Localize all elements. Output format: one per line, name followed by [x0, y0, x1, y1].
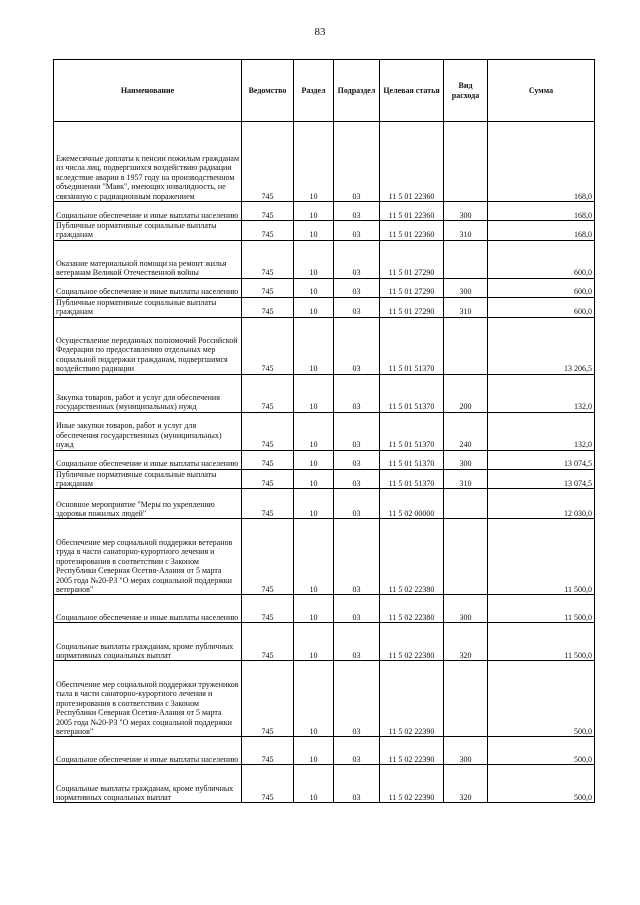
cell-target: 11 5 01 51370 — [380, 412, 444, 450]
cell-target: 11 5 02 22390 — [380, 737, 444, 765]
cell-type: 300 — [444, 202, 488, 221]
header-target: Целевая статья — [380, 60, 444, 122]
cell-subsection: 03 — [334, 765, 380, 803]
header-dept: Ведомство — [242, 60, 294, 122]
cell-name: Социальное обеспечение и иные выплаты населению — [54, 450, 242, 469]
table-row — [54, 595, 595, 623]
cell-section: 10 — [294, 469, 334, 489]
table-row — [54, 450, 595, 469]
cell-dept: 745 — [242, 221, 294, 241]
table-row — [54, 489, 595, 519]
cell-subsection: 03 — [334, 221, 380, 241]
table-row — [54, 122, 595, 202]
cell-target: 11 5 02 22390 — [380, 765, 444, 803]
cell-section: 10 — [294, 765, 334, 803]
table-row — [54, 240, 595, 278]
cell-subsection: 03 — [334, 489, 380, 519]
cell-name: Социальные выплаты гражданам, кроме публичных нормативных социальных выплат — [54, 623, 242, 661]
header-subsection: Подраздел — [334, 60, 380, 122]
cell-target: 11 5 01 22360 — [380, 122, 444, 202]
cell-dept: 745 — [242, 623, 294, 661]
cell-type: 310 — [444, 221, 488, 241]
cell-subsection: 03 — [334, 519, 380, 595]
header-type: Вид расхода — [444, 60, 488, 122]
cell-sum: 13 074,5 — [488, 450, 595, 469]
cell-type — [444, 317, 488, 374]
table-row — [54, 297, 595, 317]
cell-sum: 600,0 — [488, 240, 595, 278]
cell-dept: 745 — [242, 595, 294, 623]
cell-section: 10 — [294, 489, 334, 519]
table-row — [54, 202, 595, 221]
cell-section: 10 — [294, 661, 334, 737]
cell-target: 11 5 02 22380 — [380, 623, 444, 661]
cell-subsection: 03 — [334, 317, 380, 374]
cell-target: 11 5 01 51370 — [380, 317, 444, 374]
cell-target: 11 5 02 00000 — [380, 489, 444, 519]
cell-sum: 500,0 — [488, 661, 595, 737]
cell-target: 11 5 02 22380 — [380, 519, 444, 595]
cell-name: Иные закупки товаров, работ и услуг для обеспечения государственных (муниципальных) нужд — [54, 412, 242, 450]
cell-dept: 745 — [242, 489, 294, 519]
cell-type: 300 — [444, 278, 488, 297]
cell-type — [444, 519, 488, 595]
cell-dept: 745 — [242, 317, 294, 374]
cell-sum: 13 074,5 — [488, 469, 595, 489]
cell-section: 10 — [294, 374, 334, 412]
cell-section: 10 — [294, 412, 334, 450]
table-row — [54, 469, 595, 489]
cell-target: 11 5 01 51370 — [380, 450, 444, 469]
cell-section: 10 — [294, 623, 334, 661]
cell-name: Социальное обеспечение и иные выплаты населению — [54, 737, 242, 765]
cell-subsection: 03 — [334, 469, 380, 489]
cell-type: 300 — [444, 737, 488, 765]
cell-subsection: 03 — [334, 297, 380, 317]
cell-name: Ежемесячные доплаты к пенсии пожилым гражданам из числа лиц, подвергшихся воздействию радиации вследствие аварии в 1957 году на производственном объединении "Маяк", имеющих инвалидность, не связанную с радиационным поражением — [54, 122, 242, 202]
cell-name: Социальное обеспечение и иные выплаты населению — [54, 595, 242, 623]
cell-section: 10 — [294, 519, 334, 595]
cell-dept: 745 — [242, 202, 294, 221]
cell-type: 320 — [444, 623, 488, 661]
cell-subsection: 03 — [334, 450, 380, 469]
cell-dept: 745 — [242, 450, 294, 469]
cell-type: 310 — [444, 297, 488, 317]
table-row — [54, 412, 595, 450]
cell-sum: 12 030,0 — [488, 489, 595, 519]
cell-target: 11 5 01 22360 — [380, 221, 444, 241]
cell-subsection: 03 — [334, 737, 380, 765]
cell-name: Публичные нормативные социальные выплаты гражданам — [54, 297, 242, 317]
cell-dept: 745 — [242, 122, 294, 202]
cell-name: Обеспечение мер социальной поддержки ветеранов труда в части санаторно-курортного лечения и протезирования в соответствии с Законом Республики Северная Осетия-Алания от 5 марта 2005 года №20-РЗ "О мерах социальной поддержки ветеранов" — [54, 519, 242, 595]
cell-section: 10 — [294, 317, 334, 374]
cell-name: Основное мероприятие "Меры по укреплению здоровья пожилых людей" — [54, 489, 242, 519]
table-row — [54, 623, 595, 661]
cell-type: 300 — [444, 450, 488, 469]
cell-subsection: 03 — [334, 122, 380, 202]
cell-section: 10 — [294, 278, 334, 297]
cell-subsection: 03 — [334, 623, 380, 661]
cell-target: 11 5 01 27290 — [380, 297, 444, 317]
cell-name: Публичные нормативные социальные выплаты гражданам — [54, 221, 242, 241]
cell-dept: 745 — [242, 240, 294, 278]
cell-target: 11 5 02 22390 — [380, 661, 444, 737]
cell-subsection: 03 — [334, 202, 380, 221]
table-header-row — [54, 60, 595, 122]
cell-target: 11 5 01 51370 — [380, 469, 444, 489]
cell-type — [444, 240, 488, 278]
cell-subsection: 03 — [334, 412, 380, 450]
cell-dept: 745 — [242, 661, 294, 737]
table-row — [54, 765, 595, 803]
cell-section: 10 — [294, 737, 334, 765]
cell-sum: 168,0 — [488, 122, 595, 202]
cell-type: 240 — [444, 412, 488, 450]
cell-dept: 745 — [242, 278, 294, 297]
cell-dept: 745 — [242, 412, 294, 450]
cell-section: 10 — [294, 297, 334, 317]
cell-type: 300 — [444, 595, 488, 623]
cell-target: 11 5 01 27290 — [380, 278, 444, 297]
cell-section: 10 — [294, 595, 334, 623]
cell-dept: 745 — [242, 297, 294, 317]
cell-sum: 11 500,0 — [488, 595, 595, 623]
table-row — [54, 519, 595, 595]
cell-subsection: 03 — [334, 661, 380, 737]
table-row — [54, 737, 595, 765]
budget-table — [53, 59, 595, 803]
header-sum: Сумма — [488, 60, 595, 122]
cell-type — [444, 122, 488, 202]
cell-sum: 132,0 — [488, 374, 595, 412]
cell-section: 10 — [294, 450, 334, 469]
cell-sum: 168,0 — [488, 202, 595, 221]
cell-sum: 13 206,5 — [488, 317, 595, 374]
cell-name: Публичные нормативные социальные выплаты гражданам — [54, 469, 242, 489]
table-row — [54, 278, 595, 297]
cell-sum: 600,0 — [488, 297, 595, 317]
cell-type — [444, 489, 488, 519]
cell-section: 10 — [294, 240, 334, 278]
cell-name: Оказание материальной помощи на ремонт жилья ветеранам Великой Отечественной войны — [54, 240, 242, 278]
cell-name: Обеспечение мер социальной поддержки тружеников тыла в части санаторно-курортного лечения и протезирования в соответствии с Законом Республики Северная Осетия-Алания от 5 марта 2005 года №20-РЗ "О мерах социальной поддержки ветеранов" — [54, 661, 242, 737]
cell-type: 310 — [444, 469, 488, 489]
table-row — [54, 221, 595, 241]
cell-target: 11 5 01 51370 — [380, 374, 444, 412]
cell-target: 11 5 02 22380 — [380, 595, 444, 623]
header-name: Наименование — [54, 60, 242, 122]
cell-sum: 600,0 — [488, 278, 595, 297]
header-section: Раздел — [294, 60, 334, 122]
page-number: 83 — [314, 26, 326, 38]
cell-target: 11 5 01 22360 — [380, 202, 444, 221]
cell-type: 320 — [444, 765, 488, 803]
cell-name: Социальные выплаты гражданам, кроме публичных нормативных социальных выплат — [54, 765, 242, 803]
cell-dept: 745 — [242, 737, 294, 765]
cell-target: 11 5 01 27290 — [380, 240, 444, 278]
cell-dept: 745 — [242, 469, 294, 489]
cell-name: Осуществление переданных полномочий Российской Федерации по предоставлению отдельных мер социальной поддержки гражданам, подвергшимся воздействию радиации — [54, 317, 242, 374]
cell-dept: 745 — [242, 374, 294, 412]
cell-sum: 168,0 — [488, 221, 595, 241]
cell-type — [444, 661, 488, 737]
table-row — [54, 374, 595, 412]
cell-subsection: 03 — [334, 374, 380, 412]
cell-dept: 745 — [242, 519, 294, 595]
cell-subsection: 03 — [334, 278, 380, 297]
cell-dept: 745 — [242, 765, 294, 803]
cell-sum: 11 500,0 — [488, 623, 595, 661]
table-row — [54, 661, 595, 737]
cell-sum: 500,0 — [488, 737, 595, 765]
cell-subsection: 03 — [334, 240, 380, 278]
cell-name: Социальное обеспечение и иные выплаты населению — [54, 278, 242, 297]
cell-section: 10 — [294, 202, 334, 221]
cell-name: Социальное обеспечение и иные выплаты населению — [54, 202, 242, 221]
cell-type: 200 — [444, 374, 488, 412]
cell-subsection: 03 — [334, 595, 380, 623]
table-row — [54, 317, 595, 374]
cell-sum: 11 500,0 — [488, 519, 595, 595]
cell-name: Закупка товаров, работ и услуг для обеспечения государственных (муниципальных) нужд — [54, 374, 242, 412]
cell-sum: 132,0 — [488, 412, 595, 450]
cell-section: 10 — [294, 122, 334, 202]
cell-section: 10 — [294, 221, 334, 241]
cell-sum: 500,0 — [488, 765, 595, 803]
